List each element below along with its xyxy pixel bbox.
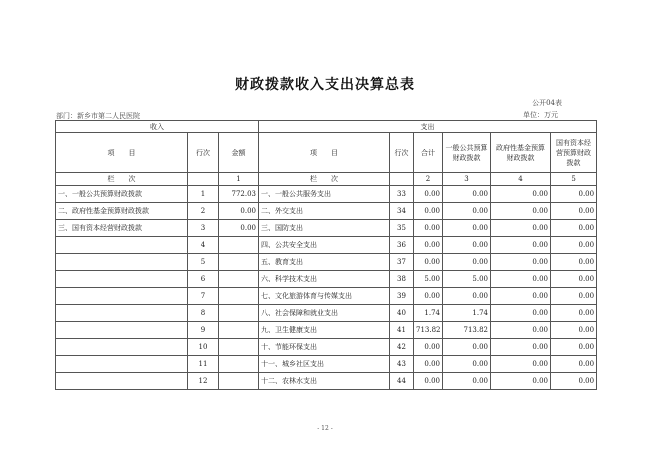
total-cell: 0.00 [414, 356, 443, 373]
fund-budget-cell: 0.00 [491, 237, 551, 254]
budget-summary-table [55, 120, 597, 390]
income-header: 收入 [56, 121, 259, 133]
fund-budget-cell: 0.00 [491, 288, 551, 305]
fund-budget-cell: 0.00 [491, 373, 551, 390]
expense-line-no-cell: 35 [390, 220, 414, 237]
income-line-no-cell: 5 [188, 254, 219, 271]
table-row [56, 305, 597, 322]
total-cell: 0.00 [414, 237, 443, 254]
capital-budget-cell: 0.00 [551, 271, 597, 288]
capital-budget-cell: 0.00 [551, 339, 597, 356]
income-item-cell [56, 373, 188, 390]
income-line-no-cell: 11 [188, 356, 219, 373]
column-label-left: 栏 次 [56, 173, 188, 186]
general-budget-cell: 0.00 [443, 254, 491, 271]
total-cell: 0.00 [414, 339, 443, 356]
expense-line-no-cell: 43 [390, 356, 414, 373]
income-item-cell [56, 271, 188, 288]
page-number: - 12 - [317, 425, 333, 432]
total-cell: 0.00 [414, 203, 443, 220]
expense-line-no-header: 行次 [390, 133, 414, 173]
general-budget-cell: 713.82 [443, 322, 491, 339]
income-line-no-cell: 9 [188, 322, 219, 339]
income-amount-cell [219, 373, 259, 390]
expense-line-no-cell: 33 [390, 186, 414, 203]
table-row [56, 271, 597, 288]
fund-budget-cell: 0.00 [491, 203, 551, 220]
expense-item-cell: 五、教育支出 [259, 254, 390, 271]
income-item-header: 项 目 [56, 133, 188, 173]
fund-budget-cell: 0.00 [491, 254, 551, 271]
total-cell: 713.82 [414, 322, 443, 339]
general-budget-cell: 0.00 [443, 356, 491, 373]
capital-budget-cell: 0.00 [551, 186, 597, 203]
total-header: 合计 [414, 133, 443, 173]
expense-line-no-cell: 38 [390, 271, 414, 288]
department-label: 部门：新乡市第二人民医院 [56, 112, 140, 120]
income-line-no-cell: 10 [188, 339, 219, 356]
income-amount-header: 金额 [219, 133, 259, 173]
income-line-no-cell: 12 [188, 373, 219, 390]
column-number: 2 [414, 173, 443, 186]
column-number: 5 [551, 173, 597, 186]
expense-header: 支出 [259, 121, 597, 133]
total-cell: 1.74 [414, 305, 443, 322]
expense-item-cell: 十二、农林水支出 [259, 373, 390, 390]
income-amount-cell [219, 288, 259, 305]
expense-line-no-cell: 41 [390, 322, 414, 339]
expense-line-no-cell: 44 [390, 373, 414, 390]
general-budget-cell: 1.74 [443, 305, 491, 322]
expense-line-no-cell: 34 [390, 203, 414, 220]
table-row [56, 237, 597, 254]
total-cell: 0.00 [414, 254, 443, 271]
table-row [56, 373, 597, 390]
general-budget-cell: 0.00 [443, 220, 491, 237]
income-item-cell [56, 288, 188, 305]
general-budget-cell: 0.00 [443, 203, 491, 220]
table-row [56, 186, 597, 203]
income-amount-cell: 0.00 [219, 220, 259, 237]
capital-budget-cell: 0.00 [551, 237, 597, 254]
capital-budget-cell: 0.00 [551, 288, 597, 305]
fund-budget-cell: 0.00 [491, 339, 551, 356]
income-line-no-cell: 2 [188, 203, 219, 220]
general-budget-header: 一般公共预算财政拨款 [443, 133, 491, 173]
income-item-cell: 三、国有资本经营财政拨款 [56, 220, 188, 237]
income-line-no-header: 行次 [188, 133, 219, 173]
expense-item-cell: 六、科学技术支出 [259, 271, 390, 288]
income-amount-cell [219, 322, 259, 339]
income-amount-cell [219, 254, 259, 271]
fund-budget-cell: 0.00 [491, 322, 551, 339]
general-budget-cell: 5.00 [443, 271, 491, 288]
capital-budget-cell: 0.00 [551, 322, 597, 339]
income-item-cell: 二、政府性基金预算财政拨款 [56, 203, 188, 220]
general-budget-cell: 0.00 [443, 186, 491, 203]
expense-item-cell: 四、公共安全支出 [259, 237, 390, 254]
table-row [56, 339, 597, 356]
fund-budget-header: 政府性基金预算财政拨款 [491, 133, 551, 173]
income-line-no-cell: 3 [188, 220, 219, 237]
page-title: 财政拨款收入支出决算总表 [235, 77, 415, 93]
fund-budget-cell: 0.00 [491, 220, 551, 237]
table-row [56, 220, 597, 237]
capital-budget-header: 国有资本经营预算财政拨款 [551, 133, 597, 173]
general-budget-cell: 0.00 [443, 288, 491, 305]
column-number: 3 [443, 173, 491, 186]
income-amount-cell [219, 237, 259, 254]
column-number-row [56, 173, 597, 186]
section-header-row [56, 121, 597, 133]
table-row [56, 356, 597, 373]
general-budget-cell: 0.00 [443, 237, 491, 254]
column-number: 1 [219, 173, 259, 186]
expense-item-cell: 八、社会保障和就业支出 [259, 305, 390, 322]
income-line-no-cell: 6 [188, 271, 219, 288]
income-item-cell [56, 254, 188, 271]
total-cell: 0.00 [414, 186, 443, 203]
capital-budget-cell: 0.00 [551, 220, 597, 237]
expense-item-cell: 十一、城乡社区支出 [259, 356, 390, 373]
expense-item-cell: 三、国防支出 [259, 220, 390, 237]
expense-item-cell: 二、外交支出 [259, 203, 390, 220]
capital-budget-cell: 0.00 [551, 373, 597, 390]
unit-label: 单位：万元 [523, 111, 558, 119]
income-item-cell [56, 322, 188, 339]
column-number: 4 [491, 173, 551, 186]
total-cell: 0.00 [414, 373, 443, 390]
form-number: 公开04表 [532, 99, 562, 107]
expense-line-no-cell: 36 [390, 237, 414, 254]
income-line-no-cell: 8 [188, 305, 219, 322]
total-cell: 5.00 [414, 271, 443, 288]
income-amount-cell [219, 339, 259, 356]
expense-line-no-cell: 39 [390, 288, 414, 305]
income-item-cell [56, 356, 188, 373]
income-amount-cell [219, 356, 259, 373]
fund-budget-cell: 0.00 [491, 271, 551, 288]
table-row [56, 288, 597, 305]
expense-line-no-cell: 37 [390, 254, 414, 271]
capital-budget-cell: 0.00 [551, 356, 597, 373]
column-header-row [56, 133, 597, 173]
fund-budget-cell: 0.00 [491, 186, 551, 203]
income-item-cell [56, 237, 188, 254]
expense-item-cell: 一、一般公共服务支出 [259, 186, 390, 203]
capital-budget-cell: 0.00 [551, 203, 597, 220]
capital-budget-cell: 0.00 [551, 254, 597, 271]
income-amount-cell [219, 271, 259, 288]
general-budget-cell: 0.00 [443, 373, 491, 390]
income-amount-cell [219, 305, 259, 322]
total-cell: 0.00 [414, 288, 443, 305]
fund-budget-cell: 0.00 [491, 305, 551, 322]
income-item-cell [56, 305, 188, 322]
table-row [56, 254, 597, 271]
income-line-no-cell: 7 [188, 288, 219, 305]
income-line-no-cell: 4 [188, 237, 219, 254]
expense-item-cell: 七、文化旅游体育与传媒支出 [259, 288, 390, 305]
income-item-cell: 一、一般公共预算财政拨款 [56, 186, 188, 203]
table-row [56, 322, 597, 339]
income-item-cell [56, 339, 188, 356]
income-amount-cell: 772.03 [219, 186, 259, 203]
expense-item-header: 项 目 [259, 133, 390, 173]
fund-budget-cell: 0.00 [491, 356, 551, 373]
total-cell: 0.00 [414, 220, 443, 237]
capital-budget-cell: 0.00 [551, 305, 597, 322]
income-amount-cell: 0.00 [219, 203, 259, 220]
income-line-no-cell: 1 [188, 186, 219, 203]
table-row [56, 203, 597, 220]
general-budget-cell: 0.00 [443, 339, 491, 356]
column-label-right: 栏 次 [259, 173, 390, 186]
expense-line-no-cell: 40 [390, 305, 414, 322]
expense-item-cell: 九、卫生健康支出 [259, 322, 390, 339]
expense-item-cell: 十、节能环保支出 [259, 339, 390, 356]
expense-line-no-cell: 42 [390, 339, 414, 356]
